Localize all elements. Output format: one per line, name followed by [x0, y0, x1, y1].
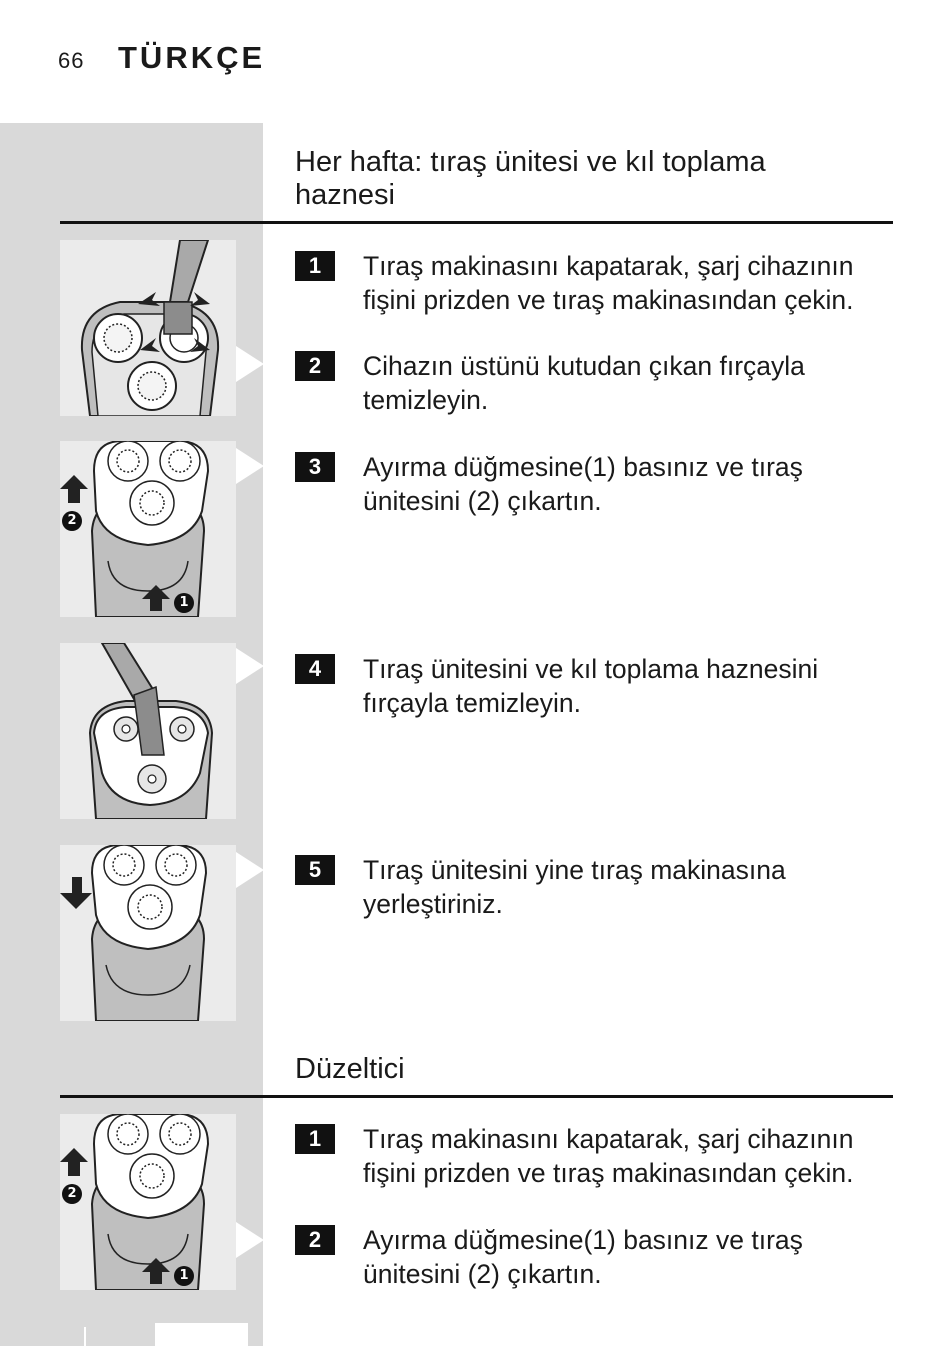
- remove-shaving-unit-icon: [32, 441, 236, 617]
- step-badge-1: 1: [174, 593, 194, 613]
- step-text: Cihazın üstünü kutudan çıkan fırçayla temizleyin.: [363, 351, 805, 415]
- step-number: 2: [295, 351, 335, 381]
- step-badge-2: 2: [62, 511, 82, 531]
- step-number: 2: [295, 1225, 335, 1255]
- illustration-pointer: [236, 448, 264, 484]
- brush-cleaning-shaver-head-icon: [60, 240, 236, 416]
- illustration-pointer: [236, 648, 264, 684]
- remove-shaving-unit-icon: [32, 1114, 236, 1290]
- illustration-pointer: [236, 1222, 264, 1258]
- step-badge-1: 1: [174, 1266, 194, 1286]
- page-number: 66: [58, 48, 85, 73]
- step-text: Ayırma düğmesine(1) basınız ve tıraş ünitesini (2) çıkartın.: [363, 1225, 803, 1289]
- illustration-remove-unit: [32, 1114, 236, 1290]
- step-number: 1: [295, 1124, 335, 1154]
- illustration-pointer: [236, 852, 264, 888]
- illustration-insert-unit: [60, 845, 236, 1021]
- step-text: Ayırma düğmesine(1) basınız ve tıraş ünitesini (2) çıkartın.: [363, 452, 803, 516]
- step-badge-2: 2: [62, 1184, 82, 1204]
- step-text: Tıraş ünitesini ve kıl toplama haznesini fırçayla temizleyin.: [363, 654, 819, 718]
- step-text: Tıraş ünitesini yine tıraş makinasına yerleştiriniz.: [363, 855, 786, 919]
- step-number: 4: [295, 654, 335, 684]
- step-text: Tıraş makinasını kapatarak, şarj cihazının fişini prizden ve tıraş makinasından çekin.: [363, 1124, 854, 1188]
- section-title-weekly: Her hafta: tıraş ünitesi ve kıl toplama haznesi: [295, 146, 766, 211]
- step-number: 3: [295, 452, 335, 482]
- brush-cleaning-hair-chamber-icon: [60, 643, 236, 819]
- footer-box: [155, 1323, 248, 1346]
- section-divider: [60, 221, 893, 224]
- section-title-trimmer: Düzeltici: [295, 1053, 405, 1085]
- illustration-clean-chamber: [60, 643, 236, 819]
- section-divider: [60, 1095, 893, 1098]
- step-number: 1: [295, 251, 335, 281]
- illustration-remove-unit: [32, 441, 236, 617]
- step-number: 5: [295, 855, 335, 885]
- footer-mark: [84, 1327, 86, 1346]
- step-text: Tıraş makinasını kapatarak, şarj cihazının fişini prizden ve tıraş makinasından çekin.: [363, 251, 854, 315]
- language-title: TÜRKÇE: [118, 40, 266, 75]
- illustration-brush-head: [60, 240, 236, 416]
- insert-shaving-unit-icon: [60, 845, 236, 1021]
- illustration-pointer: [236, 346, 264, 382]
